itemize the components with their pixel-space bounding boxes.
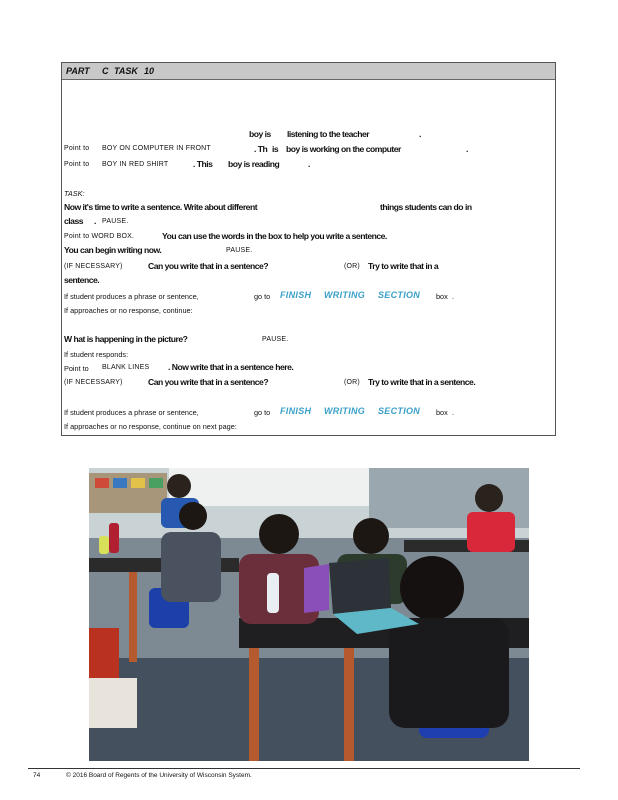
text: BOY ON COMPUTER IN FRONT bbox=[102, 145, 211, 152]
text: If student produces a phrase or sentence, bbox=[64, 292, 199, 301]
task-header bbox=[62, 63, 555, 80]
text: . bbox=[308, 159, 311, 169]
text: box bbox=[436, 408, 448, 417]
writing-link[interactable]: WRITING bbox=[324, 406, 366, 416]
finish-link[interactable]: FINISH bbox=[280, 406, 312, 416]
writing-link[interactable]: WRITING bbox=[324, 290, 366, 300]
copyright: © 2016 Board of Regents of the University of Wisconsin System. bbox=[66, 772, 252, 779]
text: . This bbox=[193, 159, 213, 169]
footer-rule bbox=[28, 768, 580, 769]
task-subhead: TASK: bbox=[64, 189, 85, 198]
text: BLANK LINES bbox=[102, 364, 150, 371]
text: sentence. bbox=[64, 275, 100, 285]
page-number: 74 bbox=[33, 772, 41, 779]
finish-link[interactable]: FINISH bbox=[280, 290, 312, 300]
text: If student responds: bbox=[64, 350, 129, 359]
text: You can use the words in the box to help you write a sentence. bbox=[162, 231, 387, 241]
text: . Now write that in a sentence here. bbox=[168, 362, 294, 372]
text: . bbox=[419, 129, 422, 139]
classroom-photo bbox=[89, 468, 529, 761]
text: go to bbox=[254, 292, 271, 301]
part-label: PART bbox=[66, 66, 90, 76]
text: Try to write that in a sentence. bbox=[368, 377, 476, 387]
section-link[interactable]: SECTION bbox=[378, 290, 421, 300]
section-link[interactable]: SECTION bbox=[378, 406, 421, 416]
text: Point to bbox=[64, 364, 89, 373]
text: PAUSE. bbox=[226, 247, 253, 254]
text: Point to bbox=[64, 161, 90, 168]
text: go to bbox=[254, 408, 271, 417]
text: You can begin writing now. bbox=[64, 245, 162, 255]
text: (OR) bbox=[344, 263, 360, 270]
text: box bbox=[436, 292, 448, 301]
text: Point to bbox=[64, 145, 90, 152]
text: If approaches or no response, continue on next page: bbox=[64, 422, 237, 431]
text: . bbox=[452, 408, 455, 417]
part-letter: C bbox=[102, 66, 109, 76]
text: If approaches or no response, continue: bbox=[64, 306, 193, 315]
text: is bbox=[272, 144, 279, 154]
text: BOY IN RED SHIRT bbox=[102, 161, 169, 168]
text: . bbox=[452, 292, 455, 301]
text: W hat is happening in the picture? bbox=[64, 334, 188, 344]
text: PAUSE. bbox=[262, 336, 289, 343]
text: class bbox=[64, 216, 84, 226]
text: If student produces a phrase or sentence, bbox=[64, 408, 199, 417]
text: (OR) bbox=[344, 379, 360, 386]
task-label: TASK bbox=[114, 66, 138, 76]
task-number: 10 bbox=[144, 66, 155, 76]
text: Try to write that in a bbox=[368, 261, 439, 271]
text: Now it's time to write a sentence. Write about different bbox=[64, 202, 258, 212]
text: listening to the teacher bbox=[287, 129, 370, 139]
text: boy is reading bbox=[228, 159, 280, 169]
text: Can you write that in a sentence? bbox=[148, 261, 269, 271]
text: boy is working on the computer bbox=[286, 144, 401, 154]
text: (IF NECESSARY) bbox=[64, 263, 123, 270]
text: PAUSE. bbox=[102, 218, 129, 225]
text: things students can do in bbox=[380, 202, 472, 212]
text: . Th bbox=[254, 144, 268, 154]
text: Point to WORD BOX. bbox=[64, 233, 135, 240]
text: . bbox=[466, 144, 469, 154]
text: Can you write that in a sentence? bbox=[148, 377, 269, 387]
text: boy is bbox=[249, 129, 271, 139]
text: . bbox=[94, 216, 97, 226]
text: (IF NECESSARY) bbox=[64, 379, 123, 386]
